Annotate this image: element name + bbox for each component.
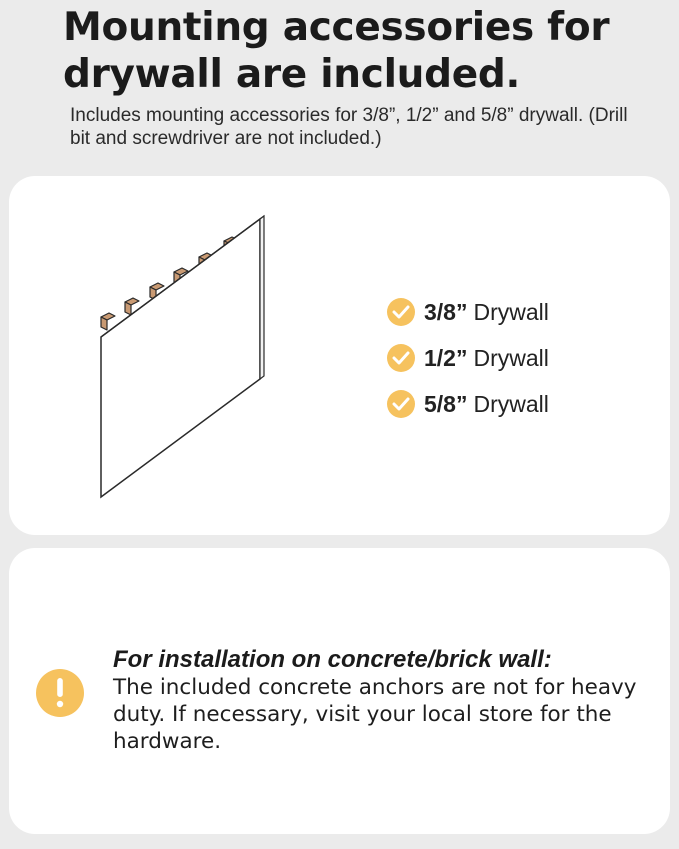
notice-card bbox=[9, 548, 670, 834]
list-item bbox=[387, 381, 549, 427]
drywall-label: Drywall bbox=[473, 344, 549, 371]
notice-text bbox=[113, 645, 658, 755]
list-item bbox=[387, 335, 549, 381]
check-circle-icon bbox=[387, 344, 415, 372]
drywall-size: 3/8” bbox=[424, 298, 468, 325]
notice-heading: For installation on concrete/brick wall: bbox=[113, 646, 552, 673]
drywall-label: Drywall bbox=[473, 390, 549, 417]
check-circle-icon bbox=[387, 390, 415, 418]
page-title: Mounting accessories for drywall are included. bbox=[63, 5, 610, 97]
drywall-size-list bbox=[387, 289, 549, 427]
drywall-label: Drywall bbox=[473, 298, 549, 325]
list-item bbox=[387, 289, 549, 335]
drywall-size: 5/8” bbox=[424, 390, 468, 417]
drywall-size: 1/2” bbox=[424, 344, 468, 371]
drywall-illustration bbox=[91, 206, 266, 502]
page-subtitle: Includes mounting accessories for 3/8”, 1/2” and 5/8” drywall. (Drill bit and screwdriver are not included.) bbox=[70, 105, 628, 149]
exclamation-icon bbox=[36, 669, 84, 717]
drywall-card bbox=[9, 176, 670, 535]
notice-body: The included concrete anchors are not for heavy duty. If necessary, visit your local store for the hardware. bbox=[113, 675, 637, 754]
check-circle-icon bbox=[387, 298, 415, 326]
